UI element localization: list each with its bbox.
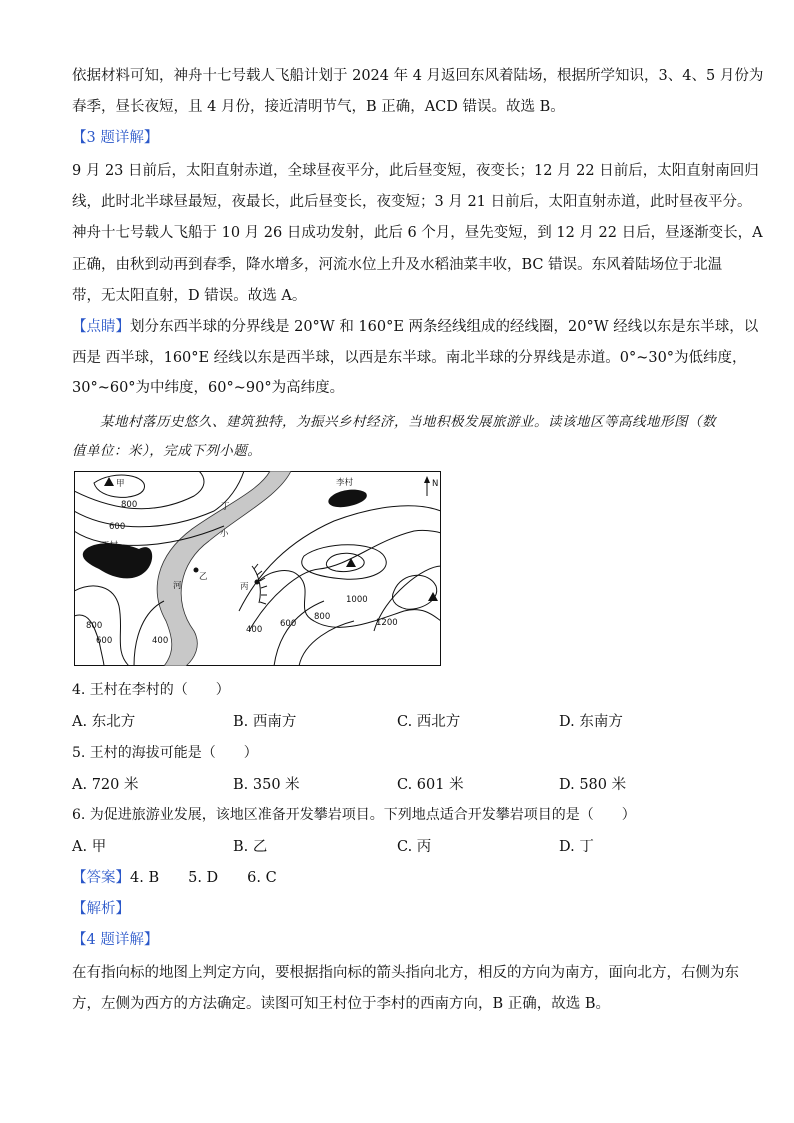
contour-value: 1000 bbox=[346, 595, 368, 605]
point-yi bbox=[194, 568, 199, 573]
option-d[interactable]: D. 东南方 bbox=[559, 714, 623, 730]
option-d[interactable]: D. 580 米 bbox=[559, 777, 627, 793]
tip-line bbox=[72, 313, 759, 341]
paragraph-line: 线，此时北半球昼最短，夜最长，此后昼变长，夜变短；3 月 21 日前后，太阳直射赤道，此时昼夜平分。 bbox=[72, 194, 752, 210]
paragraph-line: 春季，昼长夜短，且 4 月份，接近清明节气，B 正确，ACD 错误。故选 B。 bbox=[72, 99, 565, 115]
paragraph-line: 方，左侧为西方的方法确定。读图可知王村位于李村的西南方向，B 正确，故选 B。 bbox=[72, 996, 611, 1012]
option-c[interactable]: C. 西北方 bbox=[397, 714, 461, 730]
question-stem: 4. 王村在李村的（ ） bbox=[72, 682, 230, 698]
label-bing: 丙 bbox=[240, 582, 249, 592]
section-heading-q3: 【3 题详解】 bbox=[72, 130, 159, 146]
contour-value: 600 bbox=[280, 619, 297, 629]
intro-line: 值单位：米），完成下列小题。 bbox=[72, 443, 262, 459]
contour-value: 400 bbox=[246, 625, 263, 635]
contour-value: 800 bbox=[121, 500, 138, 510]
label-yi: 乙 bbox=[199, 572, 208, 582]
paragraph-line: 西是 西半球，160°E 经线以东是西半球，以西是东半球。南北半球的分界线是赤道。0°~30°为低纬度， bbox=[72, 350, 747, 366]
analysis-label: 【解析】 bbox=[72, 901, 130, 917]
contour-value: 600 bbox=[96, 636, 113, 646]
contour-value: 800 bbox=[314, 612, 331, 622]
paragraph-line: 9 月 23 日前后，太阳直射赤道，全球昼夜平分，此后昼变短，夜变长；12 月 22 日前后，太阳直射南回归 bbox=[72, 163, 759, 179]
contour-value: 400 bbox=[152, 636, 169, 646]
section-heading-q4: 【4 题详解】 bbox=[72, 932, 159, 948]
paragraph-line: 在有指向标的地图上判定方向，要根据指向标的箭头指向北方，相反的方向为南方，面向北方，右侧为东 bbox=[72, 965, 739, 981]
label-licun: 李村 bbox=[336, 478, 354, 488]
option-c[interactable]: C. 601 米 bbox=[397, 777, 464, 793]
label-north: N bbox=[432, 479, 439, 489]
option-a[interactable]: A. 东北方 bbox=[72, 714, 136, 730]
option-b[interactable]: B. 350 米 bbox=[233, 777, 300, 793]
contour-value: 600 bbox=[109, 522, 126, 532]
paragraph-line: 神舟十七号载人飞船于 10 月 26 日成功发射，此后 6 个月，昼先变短，到 12 月 22 日后，昼逐渐变长，A bbox=[72, 225, 763, 241]
label-river-1: 小 bbox=[220, 529, 229, 539]
tip-text: 划分东西半球的分界线是 20°W 和 160°E 两条经线组成的经线圈，20°W 经线以东是东半球，以 bbox=[130, 319, 759, 335]
answer-text: 4. B 5. D 6. C bbox=[130, 870, 277, 886]
option-d[interactable]: D. 丁 bbox=[559, 839, 594, 855]
answer-label: 【答案】 bbox=[72, 870, 130, 886]
contour-map bbox=[74, 471, 441, 666]
intro-line: 某地村落历史悠久、建筑独特，为振兴乡村经济，当地积极发展旅游业。读该地区等高线地形图（数 bbox=[100, 414, 716, 430]
option-a[interactable]: A. 甲 bbox=[72, 839, 107, 855]
paragraph-line: 带，无太阳直射，D 错误。故选 A。 bbox=[72, 288, 307, 304]
option-a[interactable]: A. 720 米 bbox=[72, 777, 139, 793]
label-river-2: 河 bbox=[173, 581, 182, 591]
question-stem: 5. 王村的海拔可能是（ ） bbox=[72, 745, 258, 761]
paragraph-line: 依据材料可知，神舟十七号载人飞船计划于 2024 年 4 月返回东风着陆场，根据所学知识，3、4、5 月份为 bbox=[72, 68, 764, 84]
option-b[interactable]: B. 西南方 bbox=[233, 714, 297, 730]
point-bing bbox=[255, 580, 260, 585]
tip-label: 【点睛】 bbox=[72, 319, 130, 335]
answer-line bbox=[72, 864, 722, 892]
paragraph-line: 正确，由秋到动再到春季，降水增多，河流水位上升及水稻油菜丰收，BC 错误。东风着陆场位于北温 bbox=[72, 257, 723, 273]
contour-value: 800 bbox=[86, 621, 103, 631]
contour-value: 1200 bbox=[376, 618, 398, 628]
option-b[interactable]: B. 乙 bbox=[233, 839, 268, 855]
paragraph-line: 30°~60°为中纬度，60°~90°为高纬度。 bbox=[72, 380, 345, 396]
label-ding: 丁 bbox=[221, 502, 230, 512]
option-c[interactable]: C. 丙 bbox=[397, 839, 432, 855]
label-wangcun: 王村 bbox=[101, 541, 119, 551]
question-stem: 6. 为促进旅游业发展，该地区准备开发攀岩项目。下列地点适合开发攀岩项目的是（ ） bbox=[72, 807, 636, 823]
label-jia: 甲 bbox=[116, 479, 125, 489]
